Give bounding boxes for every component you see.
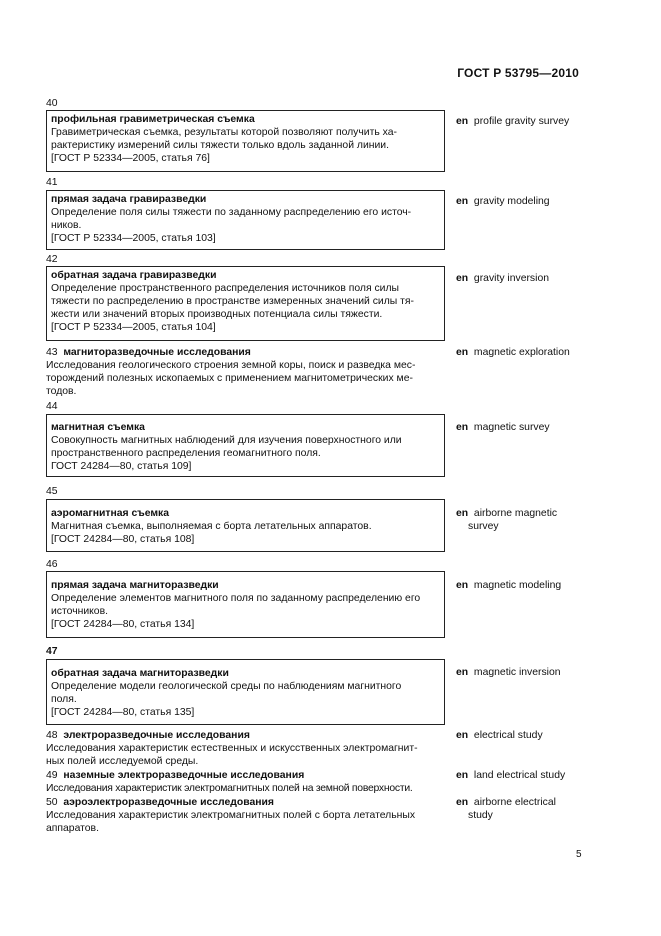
term-box <box>46 414 445 477</box>
english-equivalent: en electrical study <box>456 730 543 741</box>
term-entry <box>46 729 444 768</box>
entry-number: 40 <box>46 98 58 109</box>
english-equivalent: en magnetic inversion <box>456 667 561 678</box>
term-box <box>46 571 445 638</box>
term-definition: Определение поля силы тяжести по заданному распределению его источ- <box>51 207 412 218</box>
term-definition: тодов. <box>46 386 77 397</box>
term-title: обратная задача гравиразведки <box>51 270 217 281</box>
term-definition: Совокупность магнитных наблюдений для изучения поверхностного или <box>51 435 402 446</box>
entry-number: 41 <box>46 177 58 188</box>
document-header: ГОСТ Р 53795—2010 <box>457 66 579 80</box>
english-equivalent: en magnetic modeling <box>456 580 562 591</box>
term-box <box>46 110 445 172</box>
term-reference: ГОСТ 24284—80, статья 109] <box>51 461 192 472</box>
term-definition: аппаратов. <box>46 823 99 834</box>
term-definition: Определение модели геологической среды по наблюдениям магнитного <box>51 681 402 692</box>
term-definition: источников. <box>51 606 108 617</box>
english-equivalent: en magnetic exploration <box>456 347 570 358</box>
english-equivalent: en airborne magnetic survey <box>456 508 558 532</box>
term-entry <box>46 796 444 835</box>
term-definition: Определение пространственного распределения источников поля силы <box>51 283 400 294</box>
term-definition: Исследования характеристик естественных и искусственных электромагнит- <box>46 743 418 754</box>
term-definition: Исследования геологического строения земной коры, поиск и разведка мес- <box>46 360 416 371</box>
english-equivalent: en magnetic survey <box>456 422 550 433</box>
term-title: аэромагнитная съемка <box>51 508 170 519</box>
term-title: профильная гравиметрическая съемка <box>51 114 255 125</box>
english-equivalent: en gravity modeling <box>456 196 550 207</box>
term-box <box>46 190 445 250</box>
term-definition: Исследования характеристик электромагнитных полей с борта летательных <box>46 810 416 821</box>
term-entry <box>46 346 444 398</box>
term-definition: пространственного распределения геомагнитного поля. <box>51 448 321 459</box>
term-definition: тяжести по распределению в пространстве измеренных значений силы тя- <box>51 296 415 307</box>
term-reference: [ГОСТ 24284—80, статья 135] <box>51 707 195 718</box>
term-reference: [ГОСТ 24284—80, статья 134] <box>51 619 195 630</box>
term-definition: Магнитная съемка, выполняемая с борта летательных аппаратов. <box>51 521 372 532</box>
term-definition: поля. <box>51 694 77 705</box>
term-title: 49 наземные электроразведочные исследования <box>46 770 305 781</box>
term-reference: [ГОСТ 24284—80, статья 108] <box>51 534 195 545</box>
term-definition: ников. <box>51 220 82 231</box>
entry-number: 46 <box>46 559 58 570</box>
page-number: 5 <box>576 849 582 860</box>
term-box <box>46 499 445 552</box>
term-definition: жести или значений вторых производных потенциала силы тяжести. <box>51 309 383 320</box>
term-title: магнитная съемка <box>51 422 145 433</box>
term-reference: [ГОСТ Р 52334—2005, статья 76] <box>51 153 210 164</box>
term-title: обратная задача магниторазведки <box>51 668 229 679</box>
english-equivalent: en profile gravity survey <box>456 116 570 127</box>
term-title: 48 электроразведочные исследования <box>46 730 250 741</box>
english-equivalent: en airborne electrical study <box>456 797 556 821</box>
term-title: 50 аэроэлектроразведочные исследования <box>46 797 274 808</box>
term-definition: торождений полезных ископаемых с применением магнитометрических ме- <box>46 373 413 384</box>
term-definition: рактеристику измерений силы тяжести только вдоль заданной линии. <box>51 140 389 151</box>
term-definition: Исследования характеристик электромагнитных полей на земной поверхности. <box>46 783 413 794</box>
term-reference: [ГОСТ Р 52334—2005, статья 104] <box>51 322 216 333</box>
term-entry <box>46 769 444 795</box>
term-definition: Определение элементов магнитного поля по заданному распределению его <box>51 593 421 604</box>
term-definition: Гравиметрическая съемка, результаты которой позволяют получить ха- <box>51 127 397 138</box>
term-title: прямая задача магниторазведки <box>51 580 219 591</box>
term-title: 43 магниторазведочные исследования <box>46 347 251 358</box>
term-definition: ных полей исследуемой среды. <box>46 756 199 767</box>
entry-number: 44 <box>46 401 58 412</box>
entry-number: 47 <box>46 646 58 657</box>
term-box <box>46 659 445 725</box>
english-equivalent: en gravity inversion <box>456 273 549 284</box>
entry-number: 42 <box>46 254 58 265</box>
term-box <box>46 266 445 341</box>
entry-number: 45 <box>46 486 58 497</box>
english-equivalent: en land electrical study <box>456 770 566 781</box>
term-title: прямая задача гравиразведки <box>51 194 207 205</box>
term-reference: [ГОСТ Р 52334—2005, статья 103] <box>51 233 216 244</box>
